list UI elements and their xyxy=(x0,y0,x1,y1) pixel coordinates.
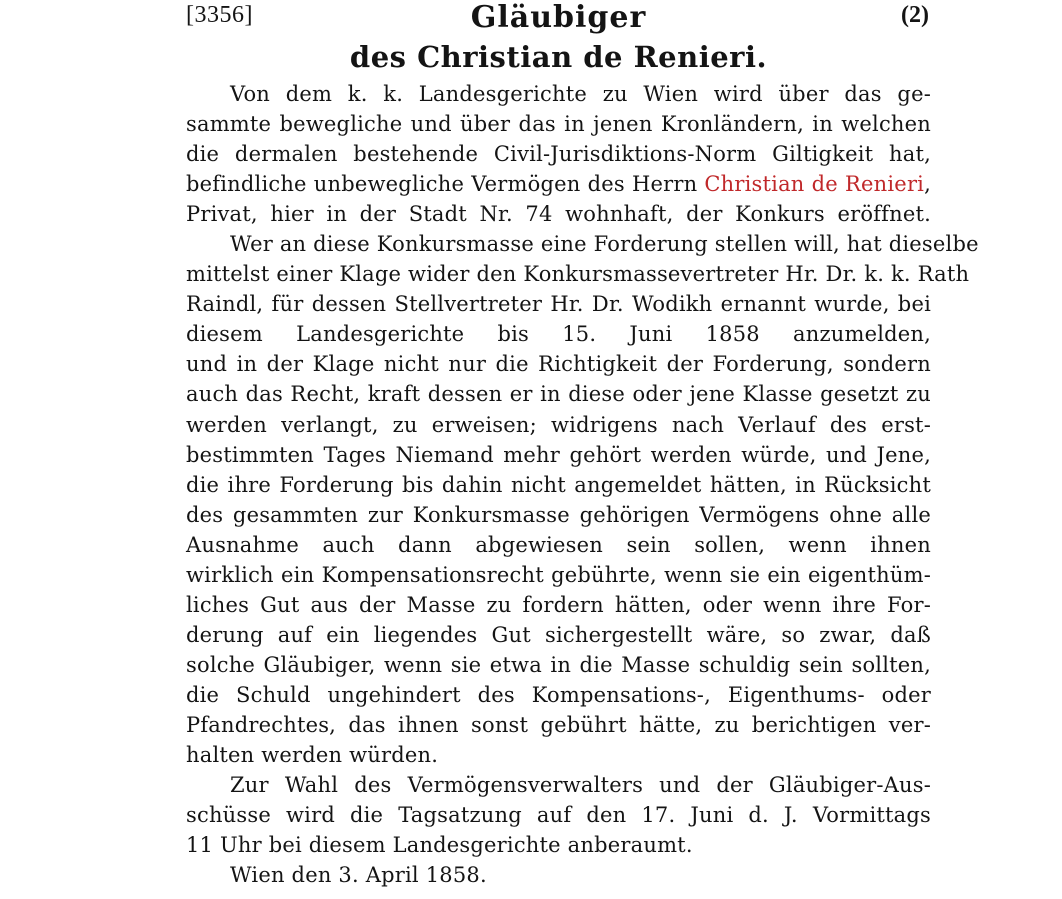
text-line: Pfandrechtes, das ihnen sonst gebührt hätte, zu berichtigen ver- xyxy=(186,712,931,737)
reference-number: [3356] xyxy=(186,2,253,28)
notice-title: Gläubiger xyxy=(470,0,647,35)
text-line: Wer an diese Konkursmasse eine Forderung stellen will, hat dieselbe xyxy=(230,232,979,257)
text-line: Zur Wahl des Vermögensverwalters und der Gläubiger-Aus- xyxy=(230,773,931,798)
text-line: die dermalen bestehende Civil-Jurisdiktions-Norm Giltigkeit hat, xyxy=(186,142,931,167)
text-line: auch das Recht, kraft dessen er in diese oder jene Klasse gesetzt zu xyxy=(186,382,931,407)
text-line: liches Gut aus der Masse zu fordern hätten, oder wenn ihre For- xyxy=(186,592,931,617)
text-line: mittelst einer Klage wider den Konkursmassevertreter Hr. Dr. k. k. Rath xyxy=(186,262,970,287)
text-line: werden verlangt, zu erweisen; widrigens nach Verlauf des erst- xyxy=(186,412,931,437)
text-line-prefix: befindliche unbewegliche Vermögen des Herrn xyxy=(186,172,705,197)
text-line: diesem Landesgerichte bis 15. Juni 1858 anzumelden, xyxy=(186,322,931,347)
text-line: und in der Klage nicht nur die Richtigkeit der Forderung, sondern xyxy=(186,352,931,377)
notice-subtitle: des Christian de Renieri. xyxy=(349,40,768,74)
text-line: Raindl, für dessen Stellvertreter Hr. Dr. Wodikh ernannt wurde, bei xyxy=(186,292,931,317)
text-line: die ihre Forderung bis dahin nicht angemeldet hätten, in Rücksicht xyxy=(186,472,931,497)
text-line: sammte bewegliche und über das in jenen Kronländern, in welchen xyxy=(186,112,931,137)
text-line: solche Gläubiger, wenn sie etwa in die Masse schuldig sein sollten, xyxy=(186,652,931,677)
notice-header xyxy=(186,0,931,40)
text-line: bestimmten Tages Niemand mehr gehört werden würde, und Jene, xyxy=(186,442,931,467)
text-line: Privat, hier in der Stadt Nr. 74 wohnhaft, der Konkurs eröffnet. xyxy=(186,202,931,227)
insertion-count: (2) xyxy=(901,2,929,28)
text-line: halten werden würden. xyxy=(186,743,439,768)
text-line: Von dem k. k. Landesgerichte zu Wien wird über das ge- xyxy=(230,82,931,106)
debtor-name: Christian de Renieri xyxy=(704,172,925,197)
text-line: schüsse wird die Tagsatzung auf den 17. Juni d. J. Vormittags xyxy=(186,803,931,828)
text-line: Ausnahme auch dann abgewiesen sein sollen, wenn ihnen xyxy=(186,532,931,557)
text-line: 11 Uhr bei diesem Landesgerichte anberaumt. xyxy=(186,833,693,858)
text-line: wirklich ein Kompensationsrecht gebührte, wenn sie ein eigenthüm- xyxy=(186,562,931,587)
text-line: des gesammten zur Konkursmasse gehörigen Vermögens ohne alle xyxy=(186,502,931,527)
notice-body xyxy=(186,79,979,890)
text-line: die Schuld ungehindert des Kompensations-, Eigenthums- oder xyxy=(186,682,931,707)
date-line: Wien den 3. April 1858. xyxy=(230,863,487,888)
text-line: derung auf ein liegendes Gut sichergestellt wäre, so zwar, daß xyxy=(186,622,931,647)
text-line-with-name: befindliche unbewegliche Vermögen des Herrn Christian de Renieri, xyxy=(186,172,931,197)
